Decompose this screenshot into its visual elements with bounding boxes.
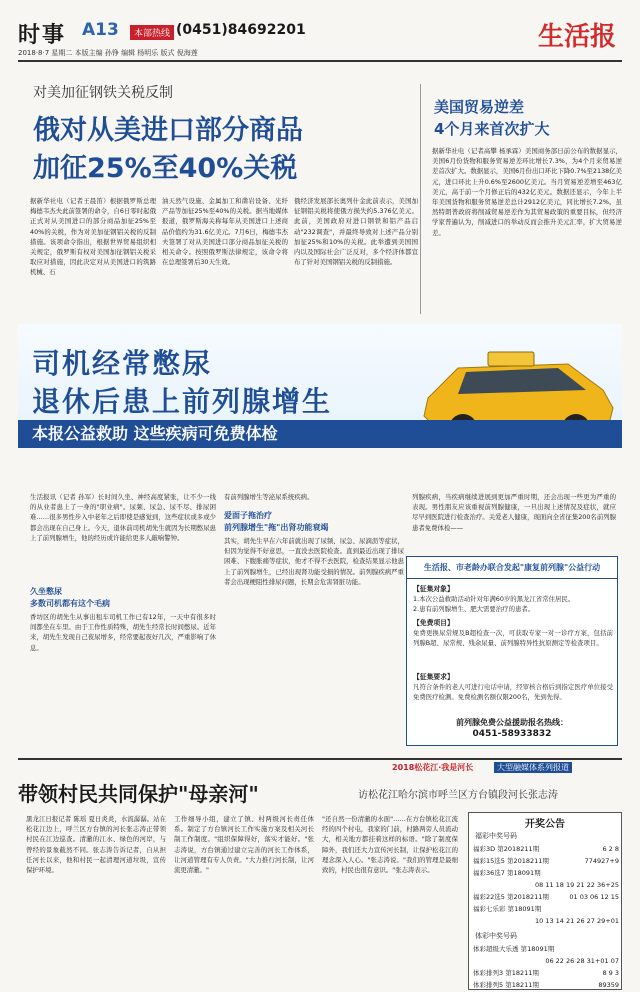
banner-headline-2: 退休后患上前列腺增生: [32, 385, 333, 418]
masthead-rule: [18, 60, 622, 62]
lottery-title: 开奖公告: [525, 819, 565, 830]
health-col-1-intro: 生活报讯（记者 孙军）长时间久坐、神经高度紧张，让不少一线的从业者患上了一身的"职业病"。尿频、尿急、尿不尽、排尿困难……很多男性步入中老年之后即使是感觉到，这些症状或多或少都会出现在自己身上。今天，退休前司机胡先生就因为长期憋尿患上了前列腺增生，他的经历或许能给更多人敲响警钟。: [30, 493, 216, 542]
banner-headline-1: 司机经常憋尿: [32, 347, 213, 380]
lottery-row: [473, 967, 619, 979]
lottery-box: [468, 812, 622, 990]
req-line-1: 1.本次公益救助活动针对年满60岁的黑龙江省常住居民。: [413, 595, 575, 603]
section-name: 时事: [18, 23, 67, 48]
sports-list: [473, 943, 619, 991]
lottery-row: [473, 843, 619, 855]
lottery-nums: 08 11 18 19 21 22 36+25: [534, 881, 619, 889]
story2-headline-2: 4个月来首次扩大: [434, 120, 550, 138]
story-us-trade-deficit: [426, 84, 626, 316]
story2-body: 据新华社电（记者高攀 杨承霖）美国商务部日前公布的数据显示，美国6月份货物和服务贸易逆差环比增长7.3%，为4个月来贸易逆差首次扩大。数据显示，美国6月份出口环比下降0.7%至2138亿美元，进口环比上升0.6%至2600亿美元。当月贸易逆差增至463亿美元，高于前一个月修正后的432亿美元。数据还显示，今年上半年美国货物和服务贸易逆差总计2912亿美元，同比增长7.2%。虽然特朗普政府将削减贸易逆差作为其贸易政策的重要目标，但经济学家普遍认为，削减进口的举动反而会推升美元汇率，扩大贸易逆差。: [432, 147, 622, 237]
lottery-name: 体彩排列3 第18211期: [473, 969, 539, 977]
lottery-row: [473, 943, 619, 955]
story-health: [18, 452, 622, 756]
story2-headline-1: 美国贸易逆差: [434, 98, 525, 116]
story1-headline-2: 加征25%至40%关税: [33, 153, 298, 184]
newspaper-logo: 生活报: [538, 22, 617, 52]
issue-meta: 2018·8·7 星期二 本版主编 孙铮 编辑 杨明乐 版式 倪海莲: [18, 49, 198, 57]
series-tag-2: 大型融媒体系列报道: [494, 762, 572, 773]
bottom-headline: 带领村民共同保护"母亲河": [18, 782, 259, 806]
story1-col-3: 俄经济发展部长奥列什金此前表示，美国加征钢铝关税将使俄方损失约5.376亿美元。此前，美国政府对进口钢铁和铝产品启动"232调查"，并最终导致对上述产品分别加征25%和10%的关税。此举遭到美国国内以及国际社会广泛反对，多个经济体都宣布了针对美国钢铝关税的反制措施。: [294, 197, 418, 267]
lottery-row: [473, 903, 619, 915]
page-number: A13: [82, 20, 119, 40]
bottom-subhead: 访松花江哈尔滨市呼兰区方台镇段河长张志涛: [358, 790, 558, 801]
health-sub-2b: 前列腺增生"拖"出肾功能衰竭: [224, 523, 329, 532]
lottery-row: [473, 855, 619, 867]
hotline-title: 前列腺免费公益援助报名热线：: [456, 718, 568, 727]
lottery-nums: 89359: [598, 981, 619, 989]
time-title: 【征集要求】: [413, 673, 454, 681]
bottom-col-1: 黑龙江日报记者 陈瑶 夏日炎炎，水流潺潺。站在松花江边上，呼兰区方台镇的河长张志涛正带领村民在江边巡查。清澈的江水、绿色的河岸，与曾经的景象截然不同。张志涛告诉记者，自从担任河长以来，他和村民一起清理河道垃圾，宣传保护环境。: [26, 815, 166, 875]
lottery-row: [473, 867, 619, 879]
lottery-name: 福彩15选5 第2018211期: [473, 857, 549, 865]
exam-title: 【免费项目】: [413, 619, 454, 627]
req-title: 【征集对象】: [413, 585, 454, 593]
lottery-name: 体彩超级大乐透 第18091期: [473, 945, 555, 953]
story-river-chief: [18, 758, 622, 992]
health-col-1-body: 香坊区的胡先生从事出租车司机工作已有12年，一天中有很多时间都坐在车里。由于工作性质特殊，胡先生经常长时间憋尿。近年来，胡先生发现自己夜尿增多，经常要起夜好几次，严重影响了休息。: [30, 613, 216, 652]
health-sub-2: 爱面子拖治疗: [224, 511, 272, 520]
activity-box: [406, 556, 618, 746]
lottery-name: 福彩22选5 第2018211期: [473, 893, 549, 901]
lottery-row: [473, 955, 619, 967]
banner-subline: 本报公益救助 这些疾病可免费体检: [18, 420, 622, 448]
lottery-name: 体彩排列5 第18211期: [473, 981, 539, 989]
lottery-list: [473, 843, 619, 927]
lottery-nums: 8 9 3: [602, 969, 619, 977]
lottery-name: 福彩七乐彩 第18091期: [473, 905, 542, 913]
lottery-row: [473, 879, 619, 891]
req-line-2: 2.患有前列腺增生、肥大需要治疗的患者。: [413, 605, 535, 613]
lottery-nums: 774927+9: [584, 857, 619, 865]
hotline-label: 本部热线: [130, 25, 174, 40]
health-col-3-top: 列腺疾病，当疾病继续进展到更加严重时期，还会出现一些更为严重的表现。男性朋友应该重视前列腺健康，一旦出现上述情况及症状，就应尽早到医院进行检查治疗。关爱老人健康，现面向全省征集200名前列腺患者免费体检——: [412, 493, 616, 532]
masthead: [0, 0, 640, 64]
lottery-nums: 6 2 8: [602, 845, 619, 853]
hotline-num: 0451-58933832: [472, 729, 552, 739]
lottery-name: 福彩36选7 第18091期: [473, 869, 541, 877]
lottery-nums: 01 03 06 12 15: [569, 893, 619, 901]
story1-headline-1: 俄对从美进口部分商品: [33, 115, 303, 146]
health-sub-1: 久坐憋尿: [30, 587, 62, 596]
story1-col-1: 据新华社电（记者王晨笛）根据俄罗斯总理梅德韦杰夫此前签署的命令，自6日零时起俄正式对从美国进口的部分商品加征25%至40%的关税，作为对美加征钢铝关税的反制措施。该项命令指出，根据世界贸易组织相关规定，俄罗斯有权对美国加征钢铝关税采取应对措施，因此决定对从美国进口的筑路机械、石: [30, 197, 156, 277]
bottom-col-3: "还自然一份清澈的水面"……在方台镇松花江流经的四个村屯，我家的门前，村路两旁人员流动大，相关地方都挂着这样的标语。"除了制度保障外，我们还大力宣传河长制，让保护松花江的理念深入人心。"张志涛说。"我们的管理是最细致的，村民也很有意识。"张志涛表示。: [322, 815, 458, 875]
health-sub-1b: 多数司机都有这个毛病: [30, 599, 110, 608]
lottery-sub: 福彩中奖号码: [475, 832, 517, 840]
lottery-row: [473, 979, 619, 991]
sports-sub: 体彩中奖号码: [475, 932, 517, 940]
lottery-nums: 10 13 14 21 26 27 29+01: [534, 917, 619, 925]
series-tag: 2018松花江·我是河长: [392, 763, 474, 772]
lottery-row: [473, 915, 619, 927]
story-russia-tariff: [18, 68, 418, 318]
lottery-nums: 06 22 26 28 31+01 07: [545, 957, 619, 965]
health-col-2-top: 有前列腺增生等泌尿系统疾病。: [224, 493, 314, 501]
health-banner: [18, 324, 622, 448]
bottom-rule: [18, 758, 622, 760]
health-col-2-body: 其实，胡先生早在六年前就出现了尿频、尿急、尿滴沥等症状，但因为觉得不好意思，一直没去医院检查。直到最近出现了排尿困难、下腹胀痛等症状，他才不得不去医院，检查结果显示他患上了前列腺增生，已经出现肾功能受损的情况。前列腺疾病严重者会出现梗阻性排尿问题，长期会危害肾脏功能。: [224, 537, 404, 586]
story1-col-2: 油天然气设施、金属加工和凿岩设备、光纤产品等加征25%至40%的关税。据当地媒体报道，俄罗斯海关称每年从美国进口上述商品价值约为31.6亿美元。7月6日，梅德韦杰夫签署了对从美国进口部分商品加征关税的相关命令。按照俄罗斯法律规定，该命令将在总理签署后30天生效。: [162, 197, 288, 267]
lottery-row: [473, 891, 619, 903]
lottery-name: 福彩3D 第2018211期: [473, 845, 540, 853]
vertical-divider: [420, 84, 421, 314]
bottom-col-2: 工作细导小组，建立了镇、村两级河长责任体系。制定了方台镇河长工作实施方案及相关河长制工作制度。"组织保障得好，落实才能好。"张志涛说，方台镇通过建立完善的河长工作体系，让河道管理有专人负责。"大力推行河长制，让河流更清澈。": [174, 815, 314, 875]
time-text: 凡符合条件的老人可进行电话申请，经审核合格后到指定医疗单位接受免费医疗检测。免费检测名额仅限200名，先到先得。: [413, 683, 613, 702]
hotline-number: (0451)84692201: [176, 22, 306, 38]
exam-text: 免费更换尿常规及B超检查一次，可获取专家一对一诊疗方案，包括前列腺B超、尿常规、残余尿量、前列腺特异性抗原测定等检查项目。: [413, 629, 613, 648]
story1-kicker: 对美加征钢铁关税反制: [33, 85, 173, 101]
activity-title: 生活报、市老龄办联合发起"康复前列腺"公益行动: [407, 557, 617, 579]
